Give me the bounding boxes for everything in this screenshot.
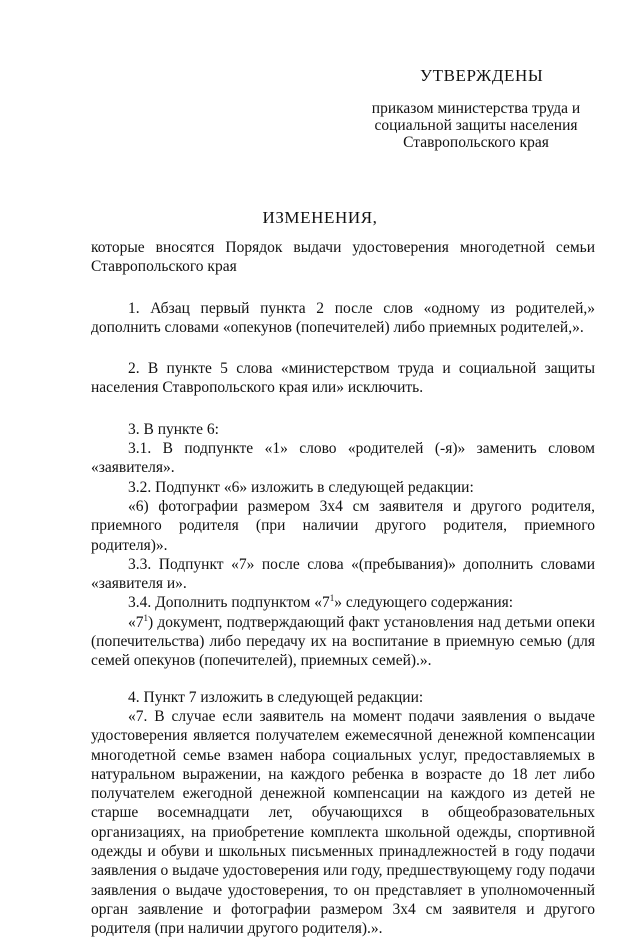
amendment-3-4-text: 3.4. Дополнить подпунктом «7 [128,594,330,612]
amendment-3-2: 3.2. Подпункт «6» изложить в следующей редакции: [128,478,474,496]
approval-authority [360,100,592,151]
amendment-2: 2. В пункте 5 слова «министерством труда и социальной защиты населения Ставропольского края или» исключить. [91,360,595,397]
document-title: ИЗМЕНЕНИЯ, [262,208,378,227]
amendment-3-4 [91,593,595,612]
amendment-3-1: 3.1. В подпункте «1» слово «родителей (-я)» заменить словом «заявителя». [91,440,595,477]
amendment-3-4-text-block [91,613,595,671]
amendment-4: 4. Пункт 7 изложить в следующей редакции: [128,688,424,706]
superscript: 1 [143,612,148,623]
amendment-3-2-text: «6) фотографии размером 3х4 см заявителя и другого родителя, приемного родителя (при наличии другого родителя, приемного родителя)». [91,497,595,554]
amendment-3-4-quote: «7 [128,613,144,631]
amendment-4-text: «7. В случае если заявитель на момент подачи заявления о выдаче удостоверения является получателем ежемесячной денежной компенсации многодетной семье взамен набора социальных услуг, предоставляемых в натуральном выражении, на каждого ребенка в возрасте до 18 лет либо получателем ежегодной денежной компенсации на каждого из детей не старше восемнадцати лет, обучающихся в общеобразовательных организациях, на приобретение комплекта школьной одежды, спортивной одежды и обуви и школьных письменных принадлежностей в году подачи заявления о выдаче удостоверения или году, предшествующему году подачи заявления о выдаче удостоверения, то он представляет в уполномоченный орган заявление и фотографии размером 3х4 см заявителя и другого родителя (при наличии другого родителя).». [91,707,595,938]
approval-stamp-heading: УТВЕРЖДЕНЫ [420,66,544,85]
amendment-3-4-text: » следующего содержания: [334,594,514,612]
approval-authority-line: социальной защиты населения [374,117,578,134]
amendment-3-3: 3.3. Подпункт «7» после слова «(пребывания)» дополнить словами «заявителя и». [91,555,595,593]
approval-authority-line: Ставропольского края [403,134,549,151]
superscript: 1 [329,593,335,604]
document-subtitle: которые вносятся Порядок выдачи удостоверения многодетной семьи Ставропольского края [91,239,595,276]
amendment-3: 3. В пункте 6: [128,420,219,438]
amendment-1: 1. Абзац первый пункта 2 после слов «одному из родителей,» дополнить словами «опекунов (попечителей) либо приемных родителей,». [91,299,595,336]
document-body [91,238,595,939]
approval-authority-line: приказом министерства труда и [371,100,581,117]
amendment-3-4-quote: ) документ, подтверждающий факт установления над детьми опеки (попечительства) либо передачу их на воспитание в приемную семью (для семей опекунов (попечителей), приемных семей).». [91,613,595,670]
